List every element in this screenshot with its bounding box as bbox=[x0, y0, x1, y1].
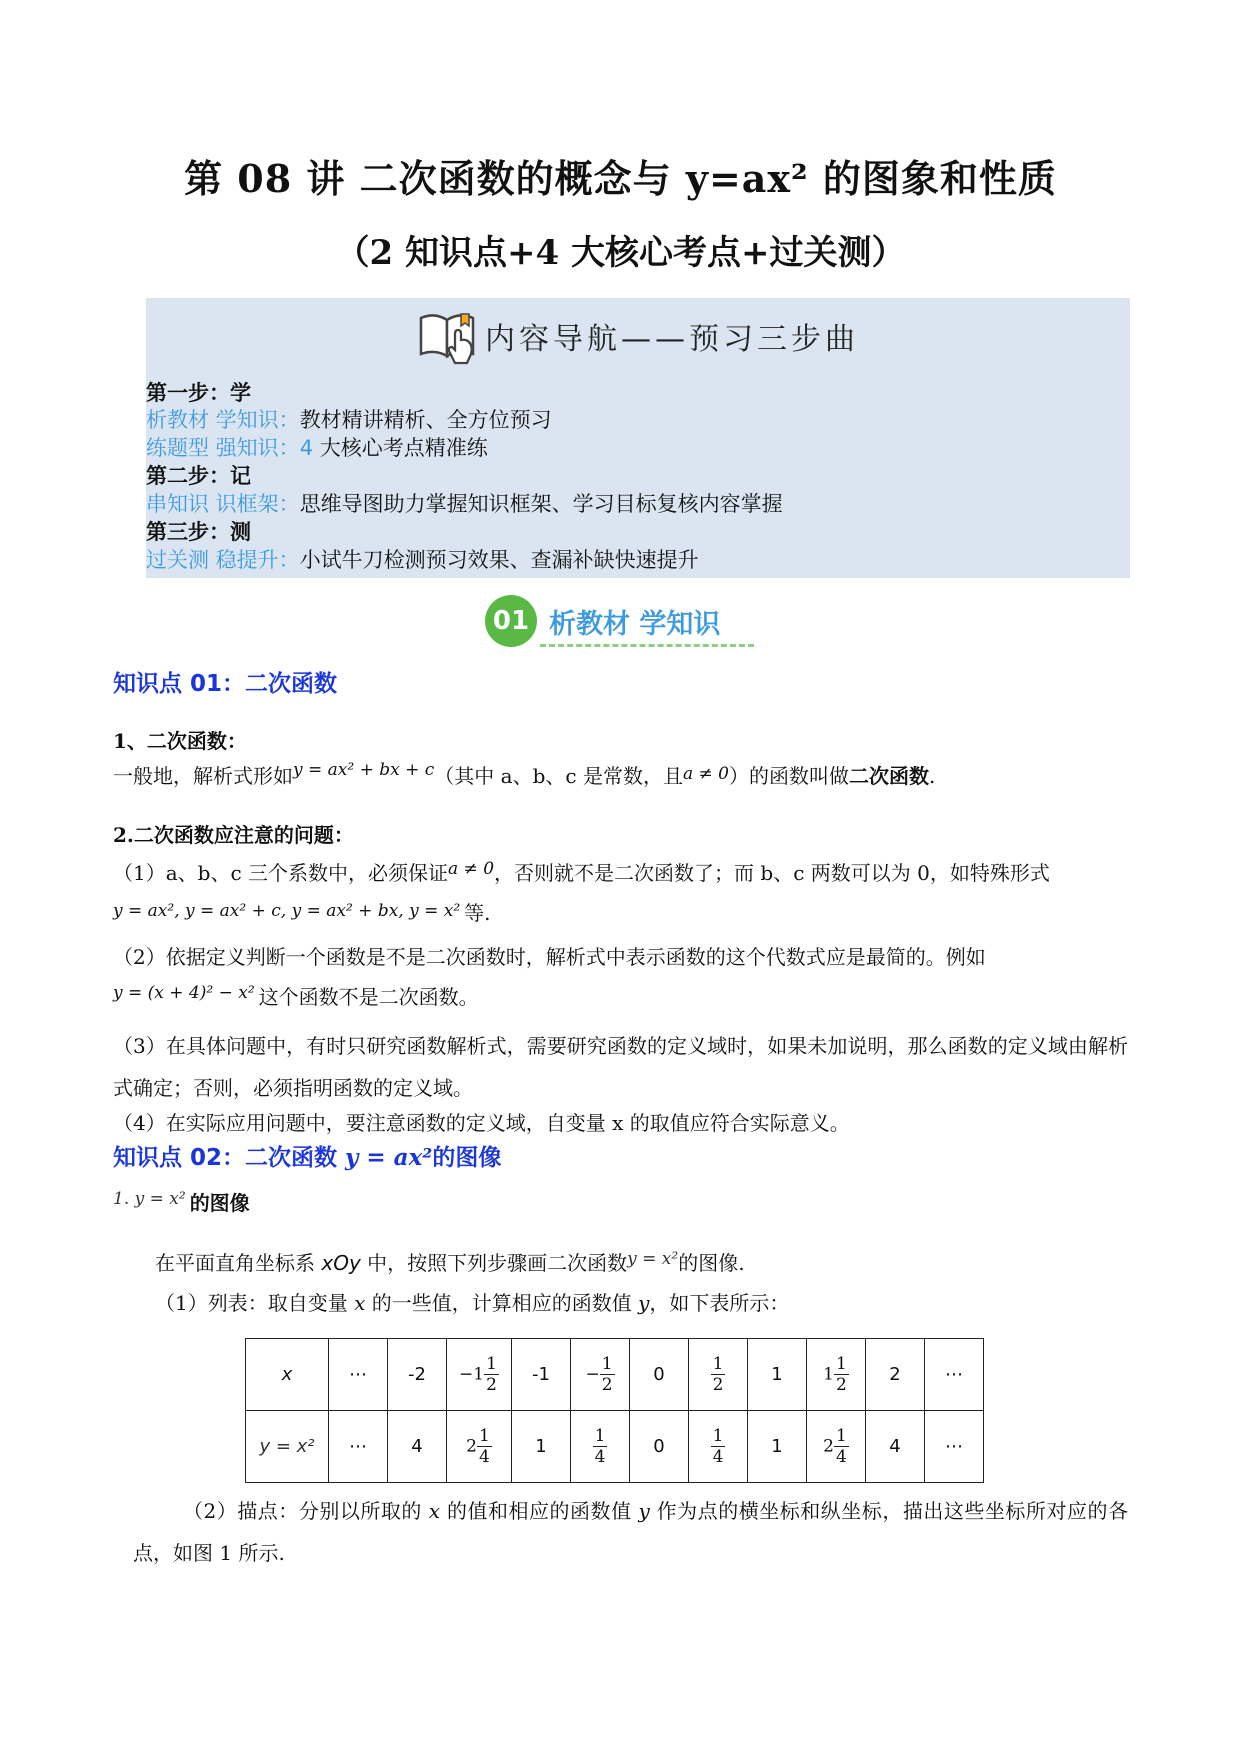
kp1-note-3: （3）在具体问题中，有时只研究函数解析式，需要研究函数的定义域时，如果未加说明，那么函数的定义域由解析式确定；否则，必须指明函数的定义域。 bbox=[113, 1034, 1128, 1100]
kp1-definition bbox=[113, 760, 936, 791]
kp2-step-2 bbox=[133, 1490, 1128, 1574]
kp1-note-1 bbox=[113, 860, 1128, 888]
text: 在平面直角坐标系 bbox=[155, 1251, 322, 1275]
table-cell: 2 bbox=[866, 1339, 925, 1411]
text: 等. bbox=[464, 901, 491, 925]
nav-item-4-desc: 小试牛刀检测预习效果、查漏补缺快速提升 bbox=[299, 548, 699, 572]
formula-general: y = ax² + bx + c bbox=[293, 760, 435, 780]
table-cell: 4 bbox=[388, 1411, 447, 1483]
section-banner bbox=[485, 596, 720, 646]
nav-item-1-desc: 教材精讲精析、全方位预习 bbox=[299, 408, 552, 432]
table-cell: ⋯ bbox=[925, 1339, 984, 1411]
text: 的图像 bbox=[189, 1191, 250, 1215]
nav-item-1 bbox=[146, 406, 552, 434]
kp2-heading-1 bbox=[113, 1190, 250, 1218]
kp2-intro bbox=[155, 1250, 745, 1278]
nav-item-2 bbox=[146, 434, 488, 462]
text: （1）a、b、c 三个系数中，必须保证 bbox=[113, 861, 449, 885]
formula-inline: y = x² bbox=[627, 1249, 679, 1269]
kp2-step-1 bbox=[155, 1290, 789, 1316]
kp2-title bbox=[113, 1139, 501, 1172]
text: 一般地，解析式形如 bbox=[113, 764, 293, 788]
page-title: 第 08 讲 二次函数的概念与 y=ax² 的图象和性质 bbox=[184, 156, 1057, 201]
step-3-label: 第三步：测 bbox=[146, 520, 251, 544]
book-pointer-icon bbox=[417, 306, 481, 366]
table-cell: − $\frac{1}{2}$ bbox=[571, 1339, 630, 1411]
table-cell: $\frac{1}{4}$ bbox=[571, 1411, 630, 1483]
table-cell: −1 $\frac{1}{2}$ bbox=[447, 1339, 512, 1411]
nav-item-3-desc: 思维导图助力掌握知识框架、学习目标复核内容掌握 bbox=[299, 492, 783, 516]
formula-condition: a ≠ 0 bbox=[682, 764, 729, 784]
text: 的图像 bbox=[432, 1145, 502, 1171]
term-quadratic: 二次函数 bbox=[848, 764, 929, 788]
kp1-note-2: （2）依据定义判断一个函数是不是二次函数时，解析式中表示函数的这个代数式应是最简的。例如 bbox=[113, 945, 986, 969]
kp1-note-2-example bbox=[113, 984, 479, 1012]
value-table bbox=[245, 1338, 984, 1483]
kp1-note-1-forms bbox=[113, 900, 491, 928]
text: 中，按照下列步骤画二次函数 bbox=[360, 1251, 628, 1275]
var-x: x bbox=[428, 1499, 441, 1523]
nav-item-4-title: 过关测 稳提升： bbox=[146, 548, 300, 572]
page-subtitle: （2 知识点+4 大核心考点+过关测） bbox=[335, 233, 906, 273]
nav-item-4 bbox=[146, 546, 699, 574]
table-cell: ⋯ bbox=[329, 1411, 388, 1483]
table-cell: 2 $\frac{1}{4}$ bbox=[447, 1411, 512, 1483]
table-cell: -1 bbox=[512, 1339, 571, 1411]
table-cell: 1 bbox=[748, 1339, 807, 1411]
kp1-heading-1: 1、二次函数： bbox=[113, 729, 247, 753]
var-x: x bbox=[354, 1291, 366, 1315]
var-y: y bbox=[638, 1499, 650, 1523]
table-cell: 0 bbox=[630, 1411, 689, 1483]
formula-example: y = (x + 4)² − x² bbox=[113, 983, 255, 1003]
table-cell: ⋯ bbox=[925, 1411, 984, 1483]
text: 这个函数不是二次函数。 bbox=[258, 985, 479, 1009]
text: （1）列表：取自变量 bbox=[155, 1291, 355, 1315]
nav-header bbox=[146, 306, 1130, 366]
kp1-note-4: （4）在实际应用问题中，要注意函数的定义域，自变量 x 的取值应符合实际意义。 bbox=[113, 1111, 850, 1135]
formula-heading: 1. y = x² bbox=[113, 1189, 186, 1209]
nav-heading: 内容导航——预习三步曲 bbox=[485, 322, 859, 357]
kp1-heading-2: 2.二次函数应注意的问题： bbox=[113, 823, 354, 847]
table-cell: ⋯ bbox=[329, 1339, 388, 1411]
text: 的一些值，计算相应的函数值 bbox=[365, 1291, 639, 1315]
nav-item-2-num: 4 bbox=[299, 436, 314, 460]
var-y: y bbox=[638, 1291, 650, 1315]
text: 作为点的横坐标和纵坐标，描出这些坐标所对应的各点，如图 1 所示. bbox=[133, 1499, 1128, 1565]
section-number-badge: 01 bbox=[485, 595, 537, 647]
text: ，否则就不是二次函数了；而 b、c 两数可以为 0，如特殊形式 bbox=[494, 861, 1050, 885]
table-cell: $\frac{1}{2}$ bbox=[689, 1339, 748, 1411]
table-cell: 4 bbox=[866, 1411, 925, 1483]
term-xoy: xOy bbox=[321, 1251, 361, 1275]
text: ）的函数叫做 bbox=[728, 764, 849, 788]
table-row-x bbox=[246, 1339, 984, 1411]
table-cell: 1 $\frac{1}{2}$ bbox=[807, 1339, 866, 1411]
text: （其中 a、b、c 是常数，且 bbox=[434, 764, 683, 788]
nav-item-2-desc: 大核心考点精准练 bbox=[313, 436, 488, 460]
step-2-label: 第二步：记 bbox=[146, 464, 251, 488]
section-underline bbox=[540, 644, 754, 647]
nav-item-3-title: 串知识 识框架： bbox=[146, 492, 300, 516]
table-cell: -2 bbox=[388, 1339, 447, 1411]
kp1-title: 知识点 01：二次函数 bbox=[113, 671, 338, 697]
table-cell: 0 bbox=[630, 1339, 689, 1411]
text: ，如下表所示： bbox=[649, 1291, 790, 1315]
formula-special-forms: y = ax², y = ax² + c, y = ax² + bx, y = x² bbox=[113, 901, 461, 921]
table-header-y: y = x² bbox=[246, 1411, 329, 1483]
table-header-x: x bbox=[246, 1339, 329, 1411]
text: （2）描点：分别以所取的 bbox=[183, 1499, 429, 1523]
table-cell: 1 bbox=[748, 1411, 807, 1483]
formula-condition: a ≠ 0 bbox=[448, 859, 495, 879]
nav-item-1-title: 析教材 学知识： bbox=[146, 408, 300, 432]
step-1-label: 第一步：学 bbox=[146, 381, 251, 405]
formula-title: y = ax² bbox=[345, 1144, 433, 1171]
nav-item-2-title: 练题型 强知识： bbox=[146, 436, 300, 460]
table-cell: $\frac{1}{4}$ bbox=[689, 1411, 748, 1483]
nav-item-3 bbox=[146, 490, 783, 518]
table-cell: 1 bbox=[512, 1411, 571, 1483]
section-label: 析教材 学知识 bbox=[549, 608, 721, 640]
text: . bbox=[928, 764, 936, 788]
table-row-y bbox=[246, 1411, 984, 1483]
table-cell: 2 $\frac{1}{4}$ bbox=[807, 1411, 866, 1483]
text: 的图像. bbox=[678, 1251, 745, 1275]
text: 知识点 02：二次函数 bbox=[113, 1145, 346, 1171]
text: 的值和相应的函数值 bbox=[440, 1499, 639, 1523]
